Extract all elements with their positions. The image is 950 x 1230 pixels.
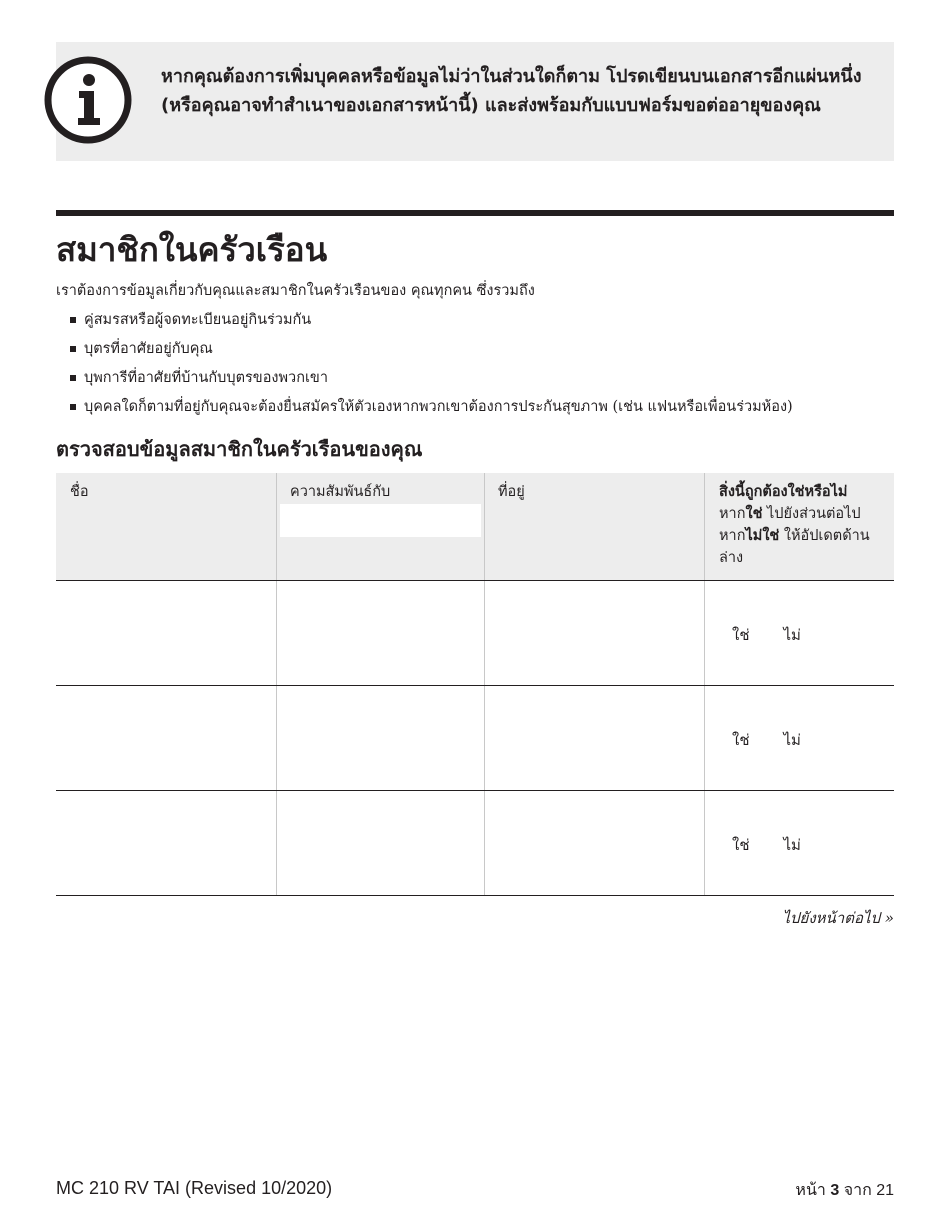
section-rule [56,210,894,216]
yes-no-choice [732,623,801,647]
yes-option[interactable]: ใช่ [732,626,750,644]
yes-option[interactable]: ใช่ [732,836,750,854]
header-name: ชื่อ [70,484,89,500]
household-table [56,473,894,896]
no-option[interactable]: ไม่ [783,731,801,749]
next-page-link[interactable]: ไปยังหน้าต่อไป » [782,909,894,927]
no-option[interactable]: ไม่ [783,626,801,644]
bullet-square-icon [70,404,76,410]
table-row [56,686,894,791]
table-header [56,473,894,581]
header-correct: สิ่งนี้ถูกต้องใช่หรือไม่ หากใช่ ไปยังส่วนต่อไป หากไม่ใช่ ให้อัปเดตด้านล่าง [719,483,870,566]
table-title: ตรวจสอบข้อมูลสมาชิกในครัวเรือนของคุณ [56,437,423,461]
list-item: บุคคลใดก็ตามที่อยู่กับคุณจะต้องยื่นสมัครให้ตัวเองหากพวกเขาต้องการประกันสุขภาพ (เช่น แฟนหรือเพื่อนร่วมห้อง) [70,396,793,425]
header-relationship: ความสัมพันธ์กับ [290,484,391,500]
bullet-square-icon [70,317,76,323]
header-address: ที่อยู่ [498,484,525,500]
table-row [56,791,894,896]
page-number: หน้า 3 จาก 21 [795,1182,894,1199]
bullet-square-icon [70,375,76,381]
notice-text: หากคุณต้องการเพิ่มบุคคลหรือข้อมูลไม่ว่าในส่วนใดก็ตาม โปรดเขียนบนเอกสารอีกแผ่นหนึ่ง (หรือคุณอาจทำสำเนาของเอกสารหน้านี้) และส่งพร้อมกับแบบฟอร์มขอต่ออายุของคุณ [161,66,862,116]
list-item: บุตรที่อาศัยอยู่กับคุณ [70,338,793,367]
section-intro: เราต้องการข้อมูลเกี่ยวกับคุณและสมาชิกในครัวเรือนของ คุณทุกคน ซึ่งรวมถึง [56,283,535,299]
list-item: คู่สมรสหรือผู้จดทะเบียนอยู่กินร่วมกัน [70,309,793,338]
bullet-square-icon [70,346,76,352]
relationship-blank[interactable] [280,504,481,537]
no-option[interactable]: ไม่ [783,836,801,854]
household-member-list [70,309,793,425]
form-id: MC 210 RV TAI (Revised 10/2020) [56,1178,333,1198]
info-icon [44,56,132,144]
page-title: สมาชิกในครัวเรือน [56,230,328,269]
table-row [56,581,894,686]
yes-option[interactable]: ใช่ [732,731,750,749]
list-item: บุพการีที่อาศัยที่บ้านกับบุตรของพวกเขา [70,367,793,396]
yes-no-choice [732,728,801,752]
yes-no-choice [732,833,801,857]
